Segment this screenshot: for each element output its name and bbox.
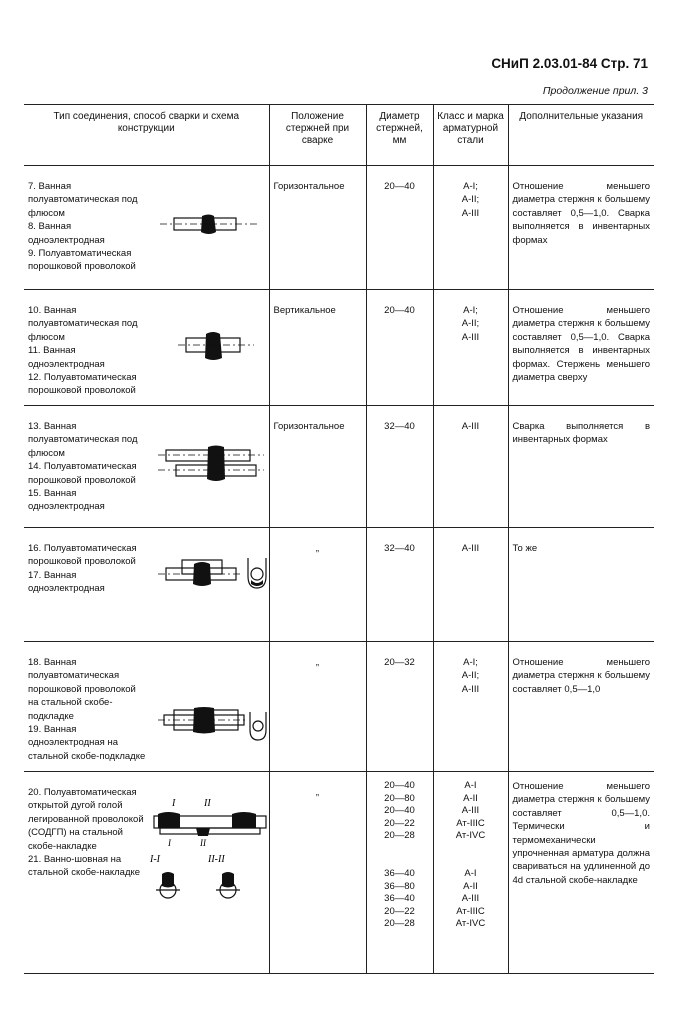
position-cell: Вертикальное	[269, 290, 366, 406]
list-item: 16. Полуавтоматическая порошковой проволокой	[28, 543, 137, 568]
continuation-label: Продолжение прил. 3	[542, 85, 648, 97]
col-header-position: Положение стержней при сварке	[269, 105, 366, 166]
table-top-border	[24, 104, 654, 105]
table-row	[24, 528, 654, 642]
table-header	[24, 105, 654, 166]
table-row	[24, 166, 654, 290]
position-cell: Горизонтальное	[269, 406, 366, 528]
list-item: 7. Ванная полуавтоматическая под флюсом	[28, 181, 138, 219]
list-item: 21. Ванно-шовная на стальной скобе-накладке	[28, 854, 141, 879]
section-view-ii-ii: II-II	[208, 854, 225, 865]
note-cell: Отношение меньшего диаметра стержня к большему составляет 0,5—1,0. Сварка выполняется в инвентарных формах	[508, 166, 654, 290]
steel-cell: А-I А-II А-III Ат-IIIС Ат-IVC А-I А-II А-III Ат-IIIС Ат-IVC	[433, 772, 508, 974]
double-bar-joint-sketch	[156, 444, 266, 484]
list-item: 15. Ванная одноэлектродная	[28, 488, 105, 513]
col-header-diameter: Диаметр стержней, мм	[366, 105, 433, 166]
note-cell: Отношение меньшего диаметра стержня к большему составляет 0,5—1,0. Сварка выполняется в инвентарных формах. Стержень меньшего диаметра сверху	[508, 290, 654, 406]
list-item: 19. Ванная одноэлектродная на стальной скобе-подкладке	[28, 724, 146, 762]
diameter-cell: 20—40	[366, 166, 433, 290]
diameter-cell: 32—40	[366, 528, 433, 642]
type-cell	[24, 772, 269, 974]
table-row	[24, 406, 654, 528]
type-cell	[24, 166, 269, 290]
diameter-cell: 20—32	[366, 642, 433, 772]
note-cell: Сварка выполняется в инвентарных формах	[508, 406, 654, 528]
diameter-cell: 20—40	[366, 290, 433, 406]
list-item: 18. Ванная полуавтоматическая порошковой проволокой на стальной скобе-подкладке	[28, 657, 136, 722]
steel-cell: А-I; А-II; А-III	[433, 166, 508, 290]
welding-table	[24, 105, 654, 974]
note-cell: Отношение меньшего диаметра стержня к большему составляет 0,5—1,0	[508, 642, 654, 772]
note-cell: Отношение меньшего диаметра стержня к большему составляет 0,5—1,0. Термически и термомеханически упрочненная арматура должна свариваться на удлиненной до 4d стальной скобе-накладке	[508, 772, 654, 974]
note-cell: То же	[508, 528, 654, 642]
list-item: 20. Полуавтоматическая открытой дугой голой легированной проволокой (СОДГП) на стальной скобе-накладке	[28, 787, 144, 852]
list-item: 8. Ванная одноэлектродная	[28, 221, 105, 246]
butt-joint-horizontal-sketch	[156, 210, 262, 240]
position-cell: „	[269, 642, 366, 772]
col-header-steel: Класс и марка арматурной стали	[433, 105, 508, 166]
form-joint-sketch	[156, 546, 268, 596]
steel-cell: А-I; А-II; А-III	[433, 290, 508, 406]
type-cell	[24, 290, 269, 406]
type-cell	[24, 406, 269, 528]
type-cell	[24, 528, 269, 642]
type-cell	[24, 642, 269, 772]
list-item: 14. Полуавтоматическая порошковой проволокой	[28, 461, 137, 486]
steel-cell: А-III	[433, 528, 508, 642]
section-mark-ii: II	[200, 838, 206, 848]
section-view-i-i: I-I	[150, 854, 160, 865]
list-item: 17. Ванная одноэлектродная	[28, 569, 105, 595]
steel-cell: А-III	[433, 406, 508, 528]
list-item: 13. Ванная полуавтоматическая под флюсом	[28, 421, 138, 459]
splice-plate-joint-sketch	[146, 794, 270, 912]
diameter-cell: 20—40 20—80 20—40 20—22 20—28 36—40 36—80 36—40 20—22 20—28	[366, 772, 433, 974]
butt-joint-vertical-sketch	[176, 328, 256, 364]
position-cell: „	[269, 772, 366, 974]
steel-cell: А-I; А-II; А-III	[433, 642, 508, 772]
document-code: СНиП 2.03.01-84 Стр. 71	[491, 56, 648, 71]
table-row	[24, 290, 654, 406]
section-label-i: I	[172, 798, 176, 809]
col-header-type: Тип соединения, способ сварки и схема конструкции	[24, 105, 269, 166]
col-header-notes: Дополнительные указания	[508, 105, 654, 166]
position-cell: Горизонтальное	[269, 166, 366, 290]
list-item: 9. Полуавтоматическая порошковой проволокой	[28, 248, 136, 273]
list-item: 11. Ванная одноэлектродная	[28, 345, 105, 370]
table-row	[24, 642, 654, 772]
section-mark-i: I	[168, 838, 171, 848]
diameter-cell: 32—40	[366, 406, 433, 528]
table-row	[24, 772, 654, 974]
backing-strip-joint-sketch	[156, 702, 268, 746]
list-item: 10. Ванная полуавтоматическая под флюсом	[28, 305, 138, 343]
position-cell: „	[269, 528, 366, 642]
list-item: 12. Полуавтоматическая порошковой проволокой	[28, 372, 137, 397]
section-label-ii: II	[204, 798, 211, 809]
